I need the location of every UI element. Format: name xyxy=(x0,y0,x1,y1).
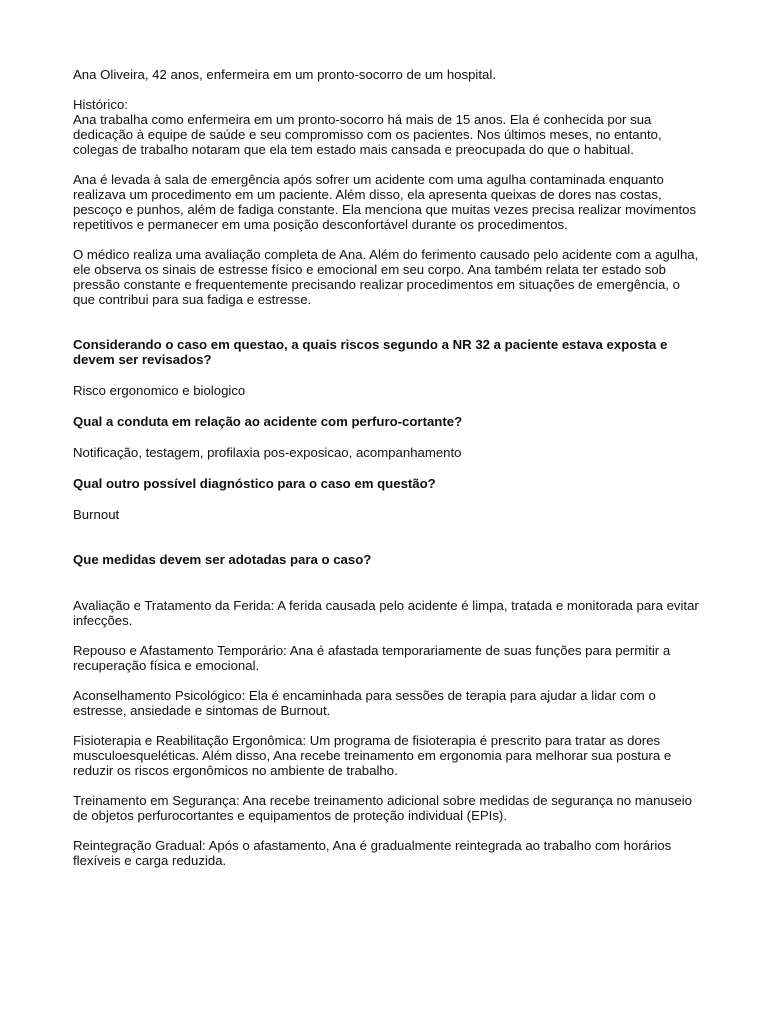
accident-paragraph: Ana é levada à sala de emergência após sofrer um acidente com uma agulha contaminada enquanto realizava um procedimento em um paciente. Além disso, ela apresenta queixas de dores nas costas, pescoço e punhos, além de fadiga constante. Ela menciona que muitas vezes precisa realizar movimentos repetitivos e permanecer em uma posição desconfortável durante os procedimentos. xyxy=(73,172,697,232)
answer-1: Risco ergonomico e biologico xyxy=(73,383,246,398)
intro-line: Ana Oliveira, 42 anos, enfermeira em um pronto-socorro de um hospital. xyxy=(73,67,496,82)
measure-counseling: Aconselhamento Psicológico: Ela é encaminhada para sessões de terapia para ajudar a lidar com o estresse, ansiedade e sintomas de Burnout. xyxy=(73,688,656,718)
document-page xyxy=(73,67,705,868)
history-paragraph: Ana trabalha como enfermeira em um pronto-socorro há mais de 15 anos. Ela é conhecida por sua dedicação à equipe de saúde e seu compromisso com os pacientes. Nos últimos meses, no entanto, colegas de trabalho notaram que ela tem estado mais cansada e preocupada do que o habitual. xyxy=(73,112,662,157)
answer-2: Notificação, testagem, profilaxia pos-exposicao, acompanhamento xyxy=(73,445,462,460)
measure-gradual-return: Reintegração Gradual: Após o afastamento, Ana é gradualmente reintegrada ao trabalho com horários flexíveis e carga reduzida. xyxy=(73,838,672,868)
question-2: Qual a conduta em relação ao acidente com perfuro-cortante? xyxy=(73,414,463,429)
measure-physiotherapy: Fisioterapia e Reabilitação Ergonômica: Um programa de fisioterapia é prescrito para tratar as dores musculoesqueléticas. Além disso, Ana recebe treinamento em ergonomia para melhorar sua postura e reduzir os riscos ergonômicos no ambiente de trabalho. xyxy=(73,733,672,778)
evaluation-paragraph: O médico realiza uma avaliação completa de Ana. Além do ferimento causado pelo acidente com a agulha, ele observa os sinais de estresse físico e emocional em seu corpo. Ana também relata ter estado sob pressão constante e frequentemente precisando realizar procedimentos em situações de emergência, o que contribui para sua fadiga e estresse. xyxy=(73,247,699,307)
measure-rest-leave: Repouso e Afastamento Temporário: Ana é afastada temporariamente de suas funções para permitir a recuperação física e emocional. xyxy=(73,643,671,673)
question-1: Considerando o caso em questao, a quais riscos segundo a NR 32 a paciente estava exposta e devem ser revisados? xyxy=(73,337,668,367)
measure-wound-care: Avaliação e Tratamento da Ferida: A ferida causada pelo acidente é limpa, tratada e monitorada para evitar infecções. xyxy=(73,598,699,628)
question-3: Qual outro possível diagnóstico para o caso em questão? xyxy=(73,476,436,491)
measure-safety-training: Treinamento em Segurança: Ana recebe treinamento adicional sobre medidas de segurança no manuseio de objetos perfurocortantes e equipamentos de proteção individual (EPIs). xyxy=(73,793,692,823)
question-4: Que medidas devem ser adotadas para o caso? xyxy=(73,552,372,567)
history-heading: Histórico: xyxy=(73,97,128,112)
answer-3: Burnout xyxy=(73,507,120,522)
